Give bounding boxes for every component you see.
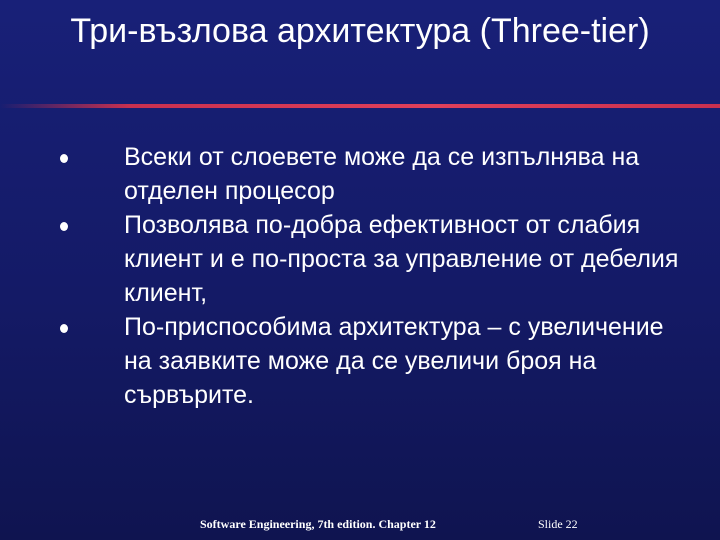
bullet-list	[60, 140, 690, 412]
bullet-dot-icon	[60, 154, 68, 163]
bullet-text: По-приспособима архитектура – с увеличение на заявките може да се увеличи броя на сървърите.	[124, 313, 664, 409]
bullet-dot-icon	[60, 222, 68, 231]
slide-title: Три-възлова архитектура (Three-tier)	[70, 12, 650, 50]
bullet-item	[60, 208, 690, 310]
bullet-item	[60, 310, 690, 412]
bullet-dot-icon	[60, 324, 68, 333]
bullet-text: Всеки от слоевете може да се изпълнява на отделен процесор	[124, 143, 640, 205]
bullet-text: Позволява по-добра ефективност от слабия клиент и е по-проста за управление от дебелия клиент,	[124, 211, 679, 307]
footer-source: Software Engineering, 7th edition. Chapter 12	[200, 517, 436, 531]
title-divider	[0, 104, 720, 108]
bullet-item	[60, 140, 690, 208]
slide-number: Slide 22	[538, 517, 578, 531]
